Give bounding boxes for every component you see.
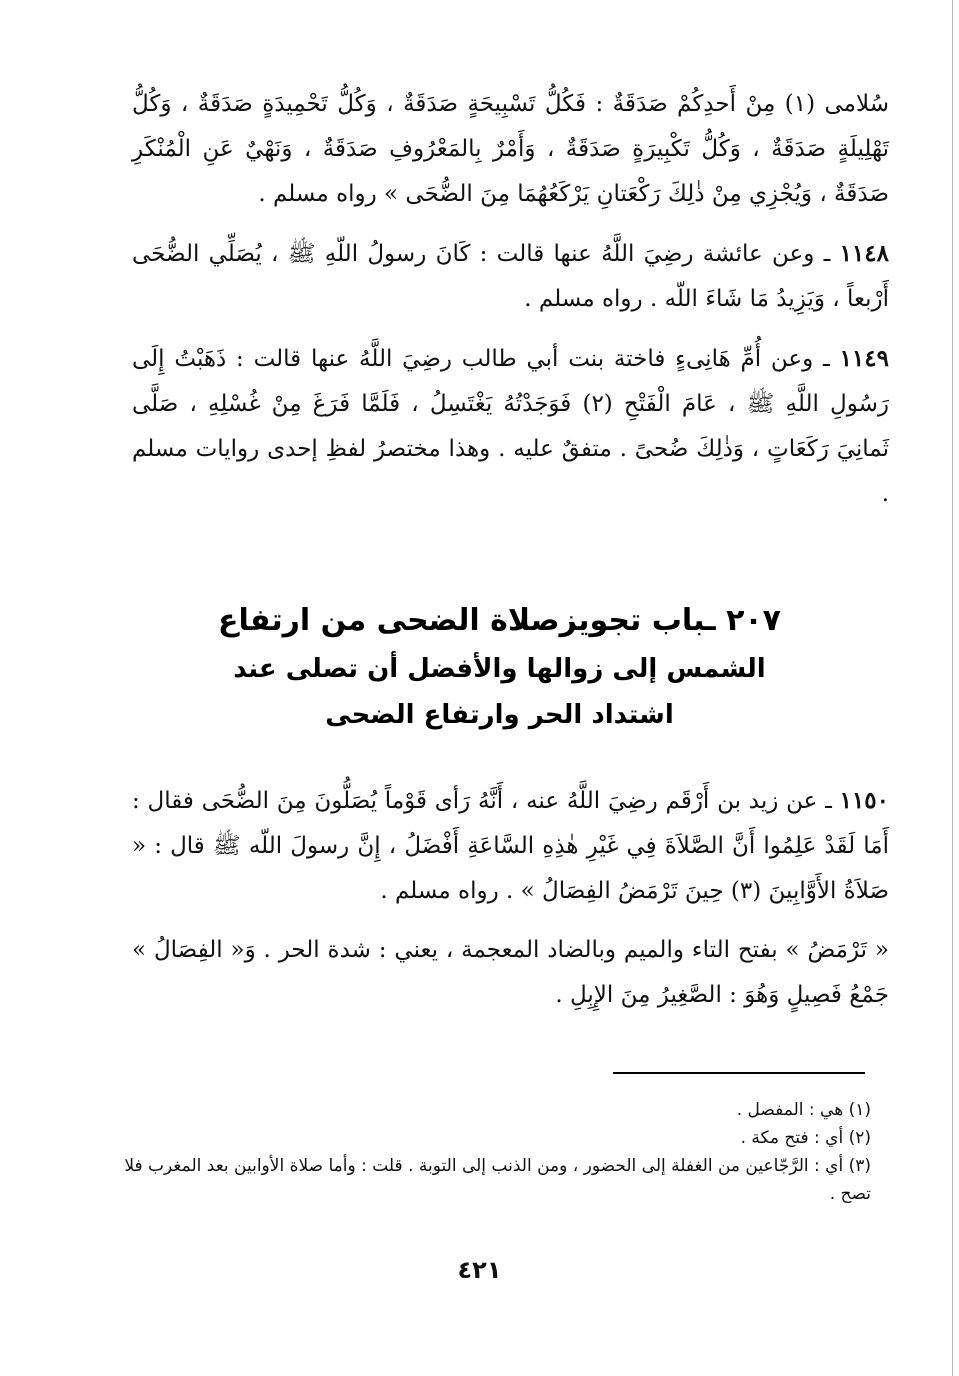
paragraph-text: ـ وعن أُمِّ هَانِىءٍ فاختة بنت أبي طالب رضِيَ اللَّهُ عنها قالت : ذَهَبْتُ إِلَى رَسُولِ اللَّهِ ﷺ ، عَامَ الْفَتْحِ (٢) فَوَجَدْتُهُ يَغْتَسِلُ ، فَلَمَّا فَرَغَ مِنْ غُسْلِهِ ، صَلَّى ثَمانِيَ رَكَعَاتٍ ، وَذٰلِكَ ضُحىً . متفقٌ عليه . وهذا مختصرُ لفظِ إحدى روايات مسلم . <box>132 346 889 507</box>
chapter-heading-line-2: الشمس إلى زوالها والأفضل أن تصلى عند <box>233 654 766 684</box>
hadith-number: ١١٤٨ <box>839 240 889 267</box>
chapter-heading <box>170 596 829 738</box>
hadith-1148-paragraph <box>132 231 889 322</box>
footnotes <box>118 1096 871 1208</box>
paragraph-text: « تَرْمَضُ » بفتح التاء والميم وبالضاد المعجمة ، يعني : شدة الحر . وَ« الفِصَالُ » جَمْعُ فَصِيلٍ وَهُوَ : الصَّغِيرُ مِنَ الإِبِلِ . <box>132 937 889 1008</box>
chapter-heading-line-3: اشتداد الحر وارتفاع الضحى <box>325 700 674 730</box>
footnote-2: (٢) أي : فتح مكة . <box>740 1128 871 1148</box>
page-number: ٤٢١ <box>457 1256 502 1284</box>
hadith-section-top <box>132 82 889 531</box>
hadith-continuation-paragraph <box>132 82 889 217</box>
footnote-1: (١) هي : المفصل . <box>736 1100 871 1120</box>
paragraph-text: سُلامى (١) مِنْ أَحدِكُمْ صَدَقَةٌ : فَكُلُّ تَسْبِيحَةٍ صَدَقَةٌ ، وَكُلُّ تَحْمِيدَةٍ صَدَقَةٌ ، وَكُلُّ تَهْلِيلَةٍ صَدَقَةٌ ، وَكُلُّ تَكْبِيرَةٍ صَدَقَةٌ ، وَأَمْرٌ بِالمَعْرُوفِ صَدَقَةٌ ، وَنَهْيٌ عَنِ الْمُنْكَرِ صَدَقَةٌ ، وَيُجْزِي مِنْ ذٰلِكَ رَكْعَتانِ يَرْكَعُهُمَا مِنَ الضُّحَى » رواه مسلم . <box>132 91 889 207</box>
footnote-3: (٣) أي : الرَّجّاعين من الغفلة إلى الحضور ، ومن الذنب إلى التوبة . قلت : وأما صلاة الأوابين بعد المغرب فلا تصح . <box>124 1156 871 1204</box>
hadith-number: ١١٤٩ <box>839 345 889 372</box>
paragraph-text: ـ عن زيد بن أَرْقَم رضِيَ اللَّهُ عنه ، أَنَّهُ رَأى قَوْماً يُصَلُّونَ مِنَ الضُّحَى فقال : أَمَا لَقَدْ عَلِمُوا أَنَّ الصَّلاَةَ فِي غَيْرِ هٰذِهِ السَّاعَةِ أَفْضَلُ ، إِنَّ رسولَ اللّه ﷺ قال : « صَلاَةُ الأَوَّابِينَ (٣) حِينَ تَرْمَضُ الفِصَالُ » . رواه مسلم . <box>132 788 889 904</box>
hadith-1149-paragraph <box>132 336 889 517</box>
chapter-heading-line-1: ٢٠٧ ـباب تجويزصلاة الضحى من ارتفاع <box>218 603 781 638</box>
hadith-number: ١١٥٠ <box>839 787 889 814</box>
paragraph-text: ـ وعن عائشة رضِيَ اللَّهُ عنها قالت : كَانَ رسولُ اللّهِ ﷺ ، يُصَلِّي الضُّحَى أَرْبعاً ، وَيَزِيدُ مَا شَاءَ اللّه . رواه مسلم . <box>132 241 889 312</box>
hadith-section-bottom <box>132 778 889 1024</box>
scan-edge-line <box>952 0 953 1376</box>
footnote-separator <box>613 1072 865 1074</box>
gloss-paragraph <box>132 928 889 1018</box>
hadith-1150-paragraph <box>132 778 889 914</box>
